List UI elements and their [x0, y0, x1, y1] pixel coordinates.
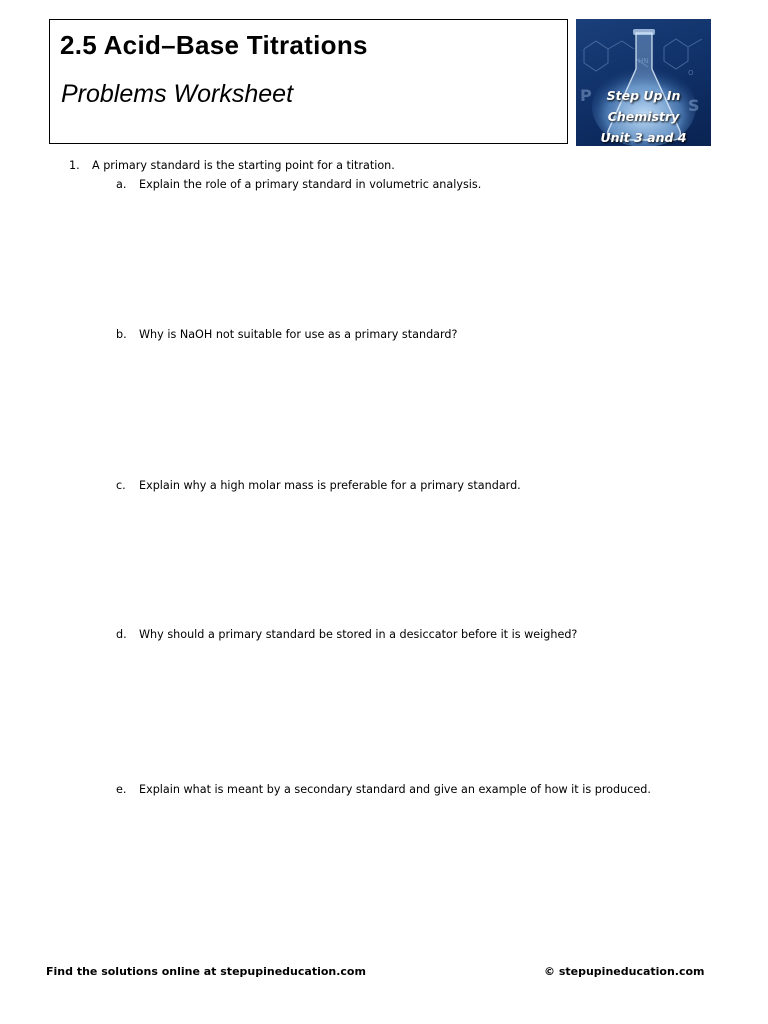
part-text: Why should a primary standard be stored in a desiccator before it is weighed?: [139, 628, 578, 641]
logo-line: Unit 3 and 4: [600, 130, 687, 145]
footer-solutions-link[interactable]: Find the solutions online at stepupineducation.com: [46, 965, 366, 978]
page-title: 2.5 Acid–Base Titrations: [60, 30, 368, 60]
part-text: Explain what is meant by a secondary standard and give an example of how it is produced.: [139, 783, 651, 796]
svg-text:P: P: [580, 86, 592, 105]
logo-line: Chemistry: [607, 109, 680, 124]
part-label: a.: [116, 178, 127, 191]
header-box: [49, 19, 568, 144]
svg-text:O: O: [688, 69, 694, 77]
part-text: Explain the role of a primary standard in volumetric analysis.: [139, 178, 482, 191]
svg-text:HN: HN: [638, 57, 649, 65]
logo-line: Step Up In: [606, 88, 681, 103]
question-text: A primary standard is the starting point for a titration.: [92, 159, 395, 172]
page-subtitle: Problems Worksheet: [61, 80, 294, 108]
logo-text: [576, 85, 711, 146]
question-number: 1.: [69, 159, 80, 172]
part-text: Why is NaOH not suitable for use as a primary standard?: [139, 328, 458, 341]
part-label: e.: [116, 783, 127, 796]
svg-text:S: S: [688, 96, 700, 115]
part-label: b.: [116, 328, 127, 341]
footer-copyright: © stepupineducation.com: [544, 965, 705, 978]
part-text: Explain why a high molar mass is preferable for a primary standard.: [139, 479, 521, 492]
part-label: d.: [116, 628, 127, 641]
logo: [576, 19, 711, 146]
part-label: c.: [116, 479, 126, 492]
